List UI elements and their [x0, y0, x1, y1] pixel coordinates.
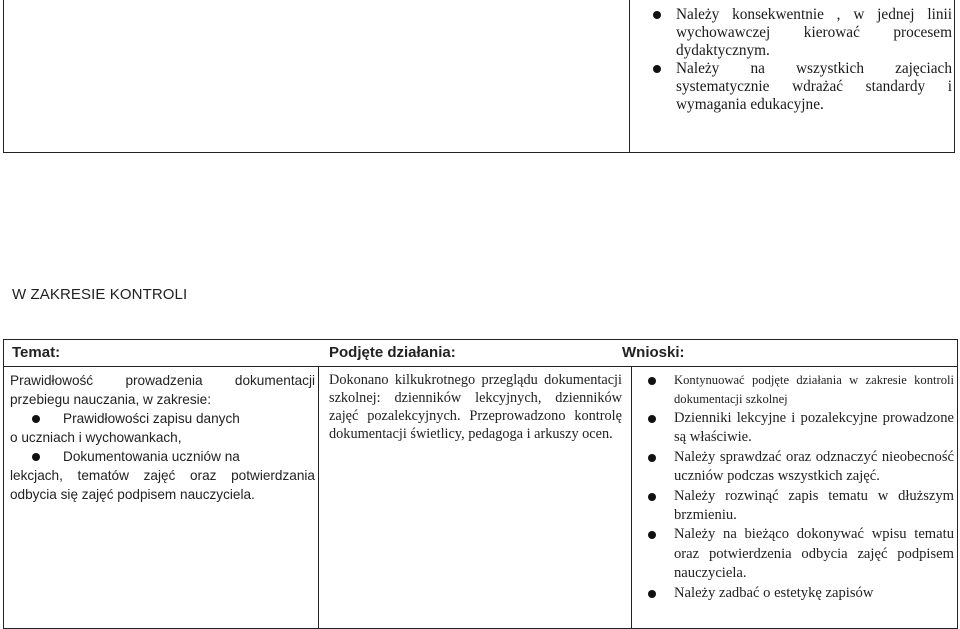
temat-list [10, 409, 315, 504]
bullet-icon [32, 453, 40, 461]
bullet-icon [648, 377, 656, 385]
list-item [644, 409, 954, 448]
list-item [10, 447, 315, 504]
column-divider [629, 0, 630, 152]
list-item [644, 584, 954, 603]
list-item [644, 448, 954, 487]
temat-intro: Prawidłowość prowadzenia dokumentacji przebiegu nauczania, w zakresie: [10, 373, 315, 407]
column-divider [318, 366, 319, 628]
bullet-icon [653, 65, 661, 73]
column-divider [631, 366, 632, 628]
list-item-text: Należy sprawdzać oraz odznaczyć nieobecność uczniów podczas wszystkich zajęć. [674, 448, 954, 485]
list-item-continuation: lekcjach, tematów zajęć oraz potwierdzania odbycia się zajęć podpisem nauczyciela. [10, 468, 315, 502]
header-dzialania: Podjęte działania: [329, 344, 456, 361]
list-item [650, 6, 952, 60]
list-item [644, 487, 954, 526]
bullet-icon [648, 493, 656, 501]
bullet-icon [32, 415, 40, 423]
list-item-text: Należy na bieżąco dokonywać wpisu tematu oraz potwierdzenia odbycia zajęć podpisem nauczyciela. [674, 526, 954, 582]
dzialania-text: Dokonano kilkukrotnego przeglądu dokumentacji szkolnej: dzienników lekcyjnych, dzienników zajęć pozalekcyjnych. Przeprowadzono kontrolę dokumentacji świetlicy, pedagoga i arkuszy ocen. [329, 372, 622, 442]
cell-wnioski [644, 371, 954, 603]
recommendations-list [650, 6, 952, 114]
list-item-text: Dzienniki lekcyjne i pozalekcyjne prowadzone są właściwie. [674, 410, 954, 446]
header-divider [4, 366, 957, 367]
list-item [644, 525, 954, 583]
list-item [10, 409, 315, 447]
control-table [3, 339, 958, 629]
bullet-icon [648, 590, 656, 598]
bullet-icon [648, 415, 656, 423]
list-item-continuation: o uczniach i wychowankach, [10, 430, 182, 445]
bullet-icon [653, 11, 661, 19]
list-item-lead: Prawidłowości zapisu danych [63, 411, 240, 426]
cell-temat [10, 371, 315, 504]
header-wnioski: Wnioski: [622, 344, 685, 361]
wnioski-list [644, 371, 954, 603]
list-item-lead: Dokumentowania uczniów na [63, 449, 240, 464]
bullet-icon [648, 454, 656, 462]
section-title: W ZAKRESIE KONTROLI [12, 286, 188, 303]
bullet-icon [648, 531, 656, 539]
cell-dzialania [329, 371, 622, 443]
list-item-text: Należy rozwinąć zapis tematu w dłuższym brzmieniu. [674, 487, 954, 524]
list-item [644, 371, 954, 409]
list-item-text: Należy zadbać o estetykę zapisów [674, 584, 874, 601]
list-item-text: Kontynuować podjęte działania w zakresie kontroli dokumentacji szkolnej [674, 373, 954, 406]
list-item [650, 60, 952, 114]
list-item-text: Należy na wszystkich zajęciach systematycznie wdrażać standardy i wymagania edukacyjne. [676, 60, 952, 113]
list-item-text: Należy konsekwentnie , w jednej linii wychowawczej kierować procesem dydaktycznym. [676, 6, 952, 59]
header-temat: Temat: [12, 344, 61, 361]
